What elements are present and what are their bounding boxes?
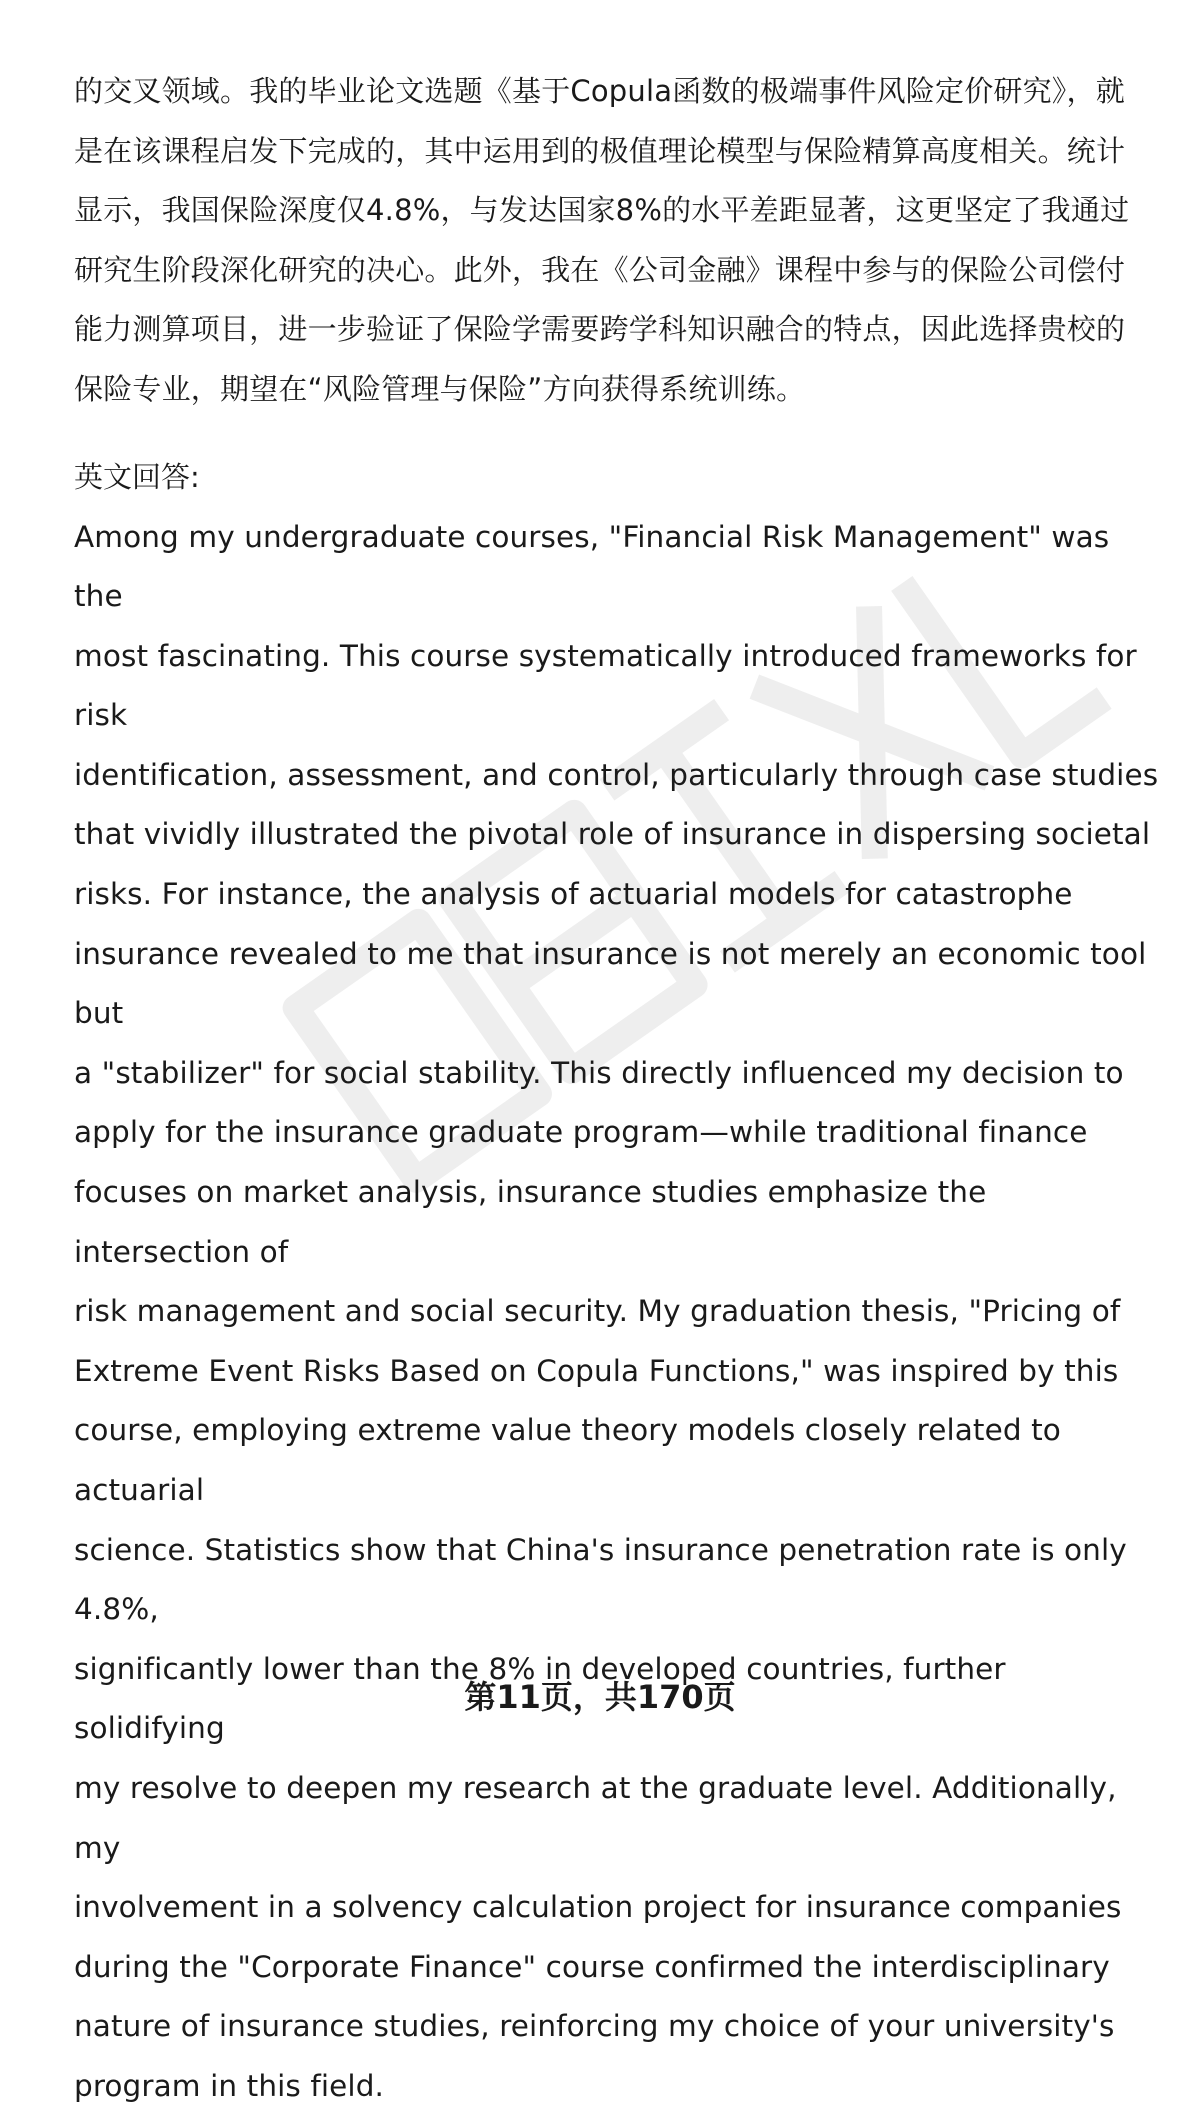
english-line: apply for the insurance graduate program—while traditional finance [74, 1115, 1088, 1150]
chinese-line: 显示，我国保险深度仅4.8%，与发达国家8%的水平差距显著，这更坚定了我通过 [74, 193, 1130, 227]
english-line: nature of insurance studies, reinforcing my choice of your university's [74, 2009, 1115, 2044]
english-line: science. Statistics show that China's insurance penetration rate is only 4.8%, [74, 1532, 1127, 1627]
chinese-line: 是在该课程启发下完成的，其中运用到的极值理论模型与保险精算高度相关。统计 [74, 133, 1126, 168]
english-line: involvement in a solvency calculation project for insurance companies [74, 1890, 1122, 1925]
english-line: a "stabilizer" for social stability. This directly influenced my decision to [74, 1055, 1124, 1090]
english-line: risks. For instance, the analysis of actuarial models for catastrophe [74, 877, 1073, 912]
english-answer-label: 英文回答: [74, 460, 200, 494]
english-line: risk management and social security. My graduation thesis, "Pricing of [74, 1294, 1121, 1329]
english-line: significantly lower than the 8% in developed countries, further solidifying [74, 1651, 1006, 1746]
main-content [74, 62, 1159, 2117]
english-line: during the "Corporate Finance" course confirmed the interdisciplinary [74, 1949, 1110, 1984]
chinese-line: 能力测算项目，进一步验证了保险学需要跨学科知识融合的特点，因此选择贵校的 [74, 312, 1126, 346]
chinese-line: 研究生阶段深化研究的决心。此外，我在《公司金融》课程中参与的保险公司偿付 [74, 252, 1126, 287]
english-line: course, employing extreme value theory models closely related to actuarial [74, 1413, 1061, 1507]
page-number-footer: 第11页，共170页 [464, 1678, 736, 1716]
english-paragraph [74, 508, 1159, 2117]
english-line: focuses on market analysis, insurance studies emphasize the intersection of [74, 1175, 987, 1269]
english-line: insurance revealed to me that insurance is not merely an economic tool but [74, 936, 1147, 1031]
english-line: that vividly illustrated the pivotal role of insurance in dispersing societal [74, 817, 1151, 852]
english-line: program in this field. [74, 2068, 385, 2103]
chinese-paragraph [74, 62, 1159, 419]
chinese-line: 保险专业，期望在“风险管理与保险”方向获得系统训练。 [74, 371, 806, 406]
chinese-line: 的交叉领域。我的毕业论文选题《基于Copula函数的极端事件风险定价研究》，就 [74, 74, 1125, 108]
english-line: Among my undergraduate courses, "Financial Risk Management" was the [74, 519, 1110, 614]
english-line: most fascinating. This course systematically introduced frameworks for risk [74, 638, 1137, 733]
english-line: Extreme Event Risks Based on Copula Functions," was inspired by this [74, 1353, 1119, 1388]
english-line: my resolve to deepen my research at the graduate level. Additionally, my [74, 1770, 1117, 1865]
english-line: identification, assessment, and control, particularly through case studies [74, 757, 1159, 792]
